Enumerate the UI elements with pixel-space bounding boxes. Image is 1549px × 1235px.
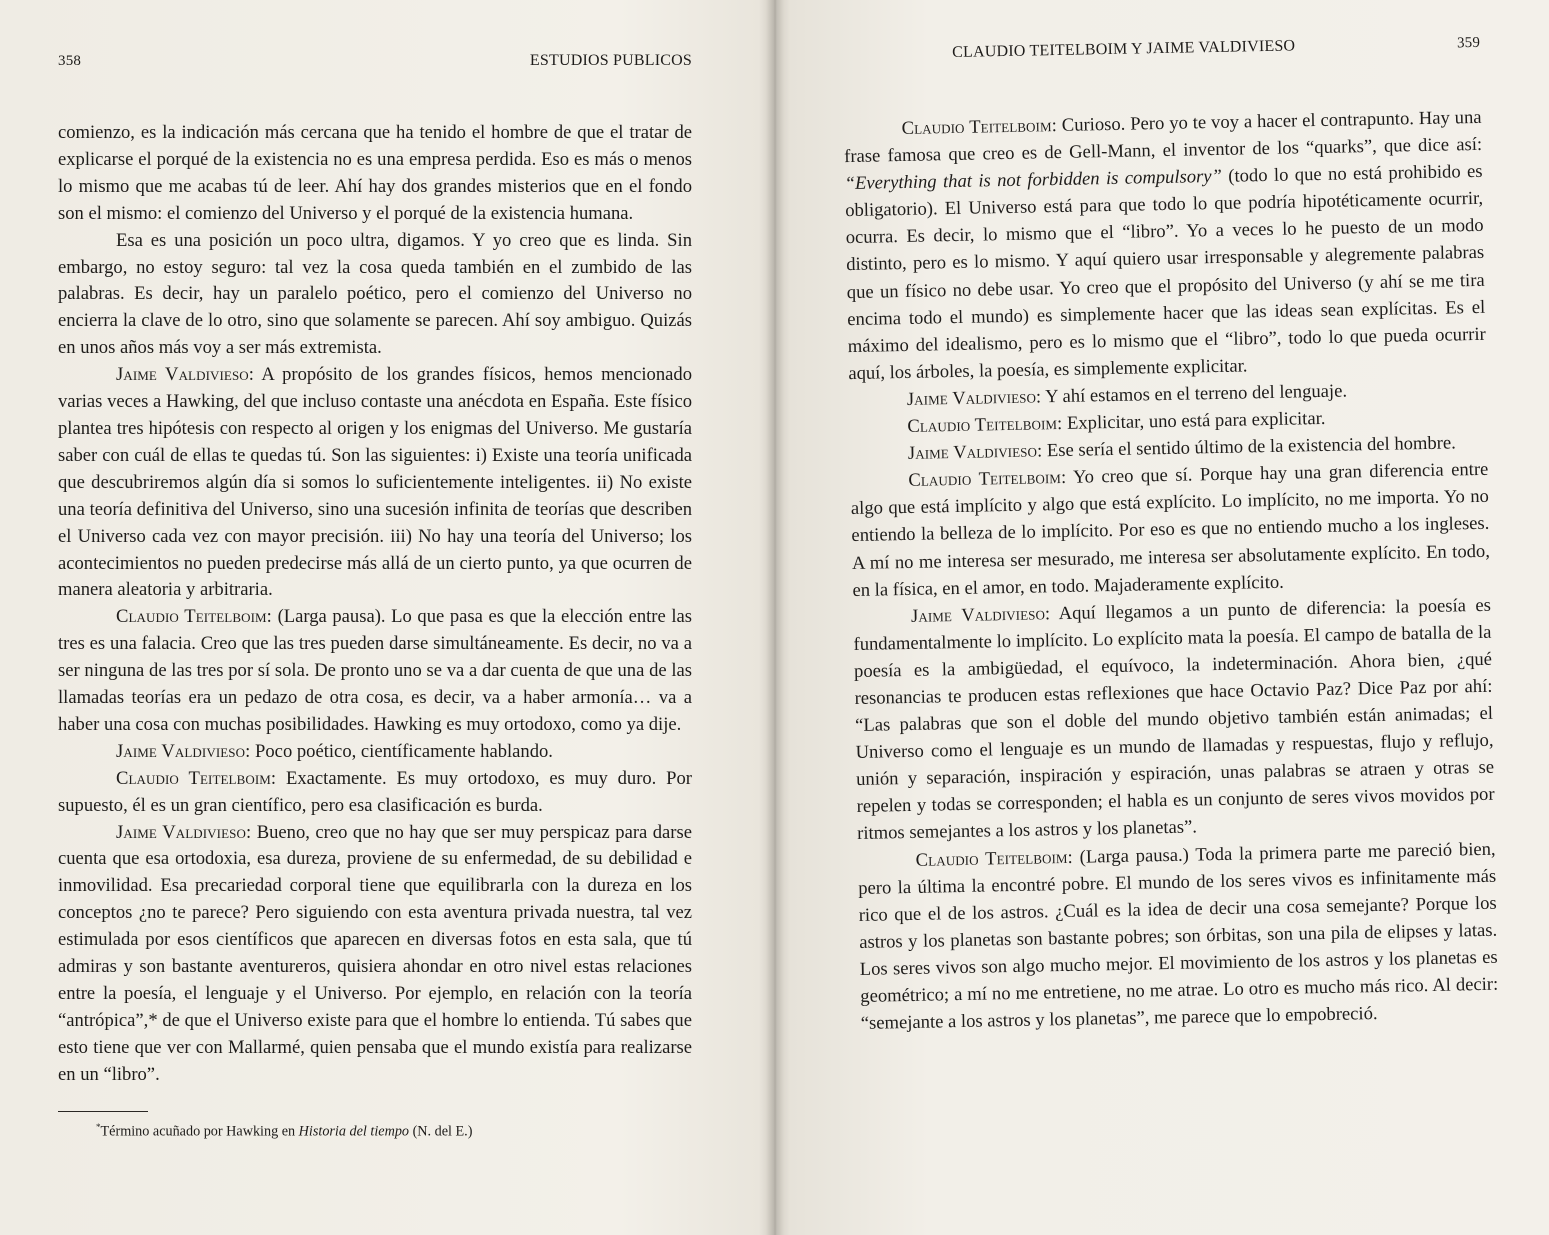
- right-running-title: CLAUDIO TEITELBOIM Y JAIME VALDIVIESO: [952, 37, 1296, 62]
- footnote-text-before: Término acuñado por Hawking en: [100, 1123, 299, 1140]
- paragraph: [857, 835, 1499, 1037]
- paragraph-text: Poco poético, científicamente hablando.: [255, 740, 553, 762]
- speaker-name: Jaime Valdivieso:: [116, 364, 255, 386]
- left-page-number: 358: [58, 53, 82, 69]
- paragraph-text: Bueno, creo que no hay que ser muy perspicaz para darse cuenta que esa ortodoxia, esa dureza, proviene de su enfermedad, de su debilidad e inmovilidad. Esa precariedad corporal tiene que equilibrarla con la dureza en los conceptos ¿no te parece? Pero siguiendo con esta aventura privada nuestra, tal vez estimulada por esos científicos que aparecen en diversas fotos en esta sala, que tú admiras y son bastante aventureros, quisiera ahondar en otro nivel estas relaciones entre la poesía, el lenguaje y el Universo. Por ejemplo, en relación con la teoría “antrópica”,* de que el Universo existe para que el hombre lo entienda. Tú sabes que esto tiene que ver con Mallarmé, quien pensaba que el mundo existía para realizarse en un “libro”.: [58, 821, 692, 1085]
- paragraph-text: (Larga pausa.) Toda la primera parte me pareció bien, pero la última la encontré pobre. El mundo de los seres vivos es infinitamente más rico que el de los astros. ¿Cuál es la idea de decir una cosa semejante? Porque los astros y los planetas son bastante pobres; son órbitas, son una pila de elipses y latas. Los seres vivos son algo mucho mejor. El movimiento de los astros y los planetas es geométrico; a mí no me entretiene, no me atrae. Lo otro es mucho más rico. Al decir: “semejante a los astros y los planetas”, me parece que lo empobreció.: [858, 838, 1499, 1035]
- footnote-book-title: Historia del tiempo: [298, 1123, 410, 1140]
- paragraph: [843, 104, 1486, 387]
- left-running-head: [58, 52, 692, 70]
- right-page: [774, 0, 1548, 1235]
- paragraph: [58, 766, 692, 820]
- footnote: [58, 1118, 692, 1141]
- speaker-name: Claudio Teitelboim:: [908, 467, 1067, 492]
- footnote-marker: *: [96, 1121, 101, 1132]
- paragraph-text: A propósito de los grandes físicos, hemos mencionado varias veces a Hawking, del que incluso contaste una anécdota en España. Este físico plantea tres hipótesis con respecto al origen y los enigmas del Universo. Me gustaría saber con cuál de ellas te quedas tú. Son las siguientes: i) Existe una teoría unificada que descubriremos algún día si somos lo suficientemente inteligentes. ii) No existe una teoría definitiva del Universo, sino una sucesión infinita de teorías que describen el Universo cada vez con mayor precisión. iii) No hay una teoría del Universo; los acontecimientos no pueden predecirse más allá de un cierto punto, ya que ocurren de manera aleatoria y arbitraria.: [58, 364, 692, 601]
- speaker-name: Claudio Teitelboim:: [915, 846, 1074, 871]
- paragraph: [58, 604, 692, 739]
- paragraph: [58, 739, 692, 766]
- paragraph-text: Y ahí estamos en el terreno del lenguaje.: [1044, 380, 1348, 408]
- left-page: [0, 0, 774, 1235]
- paragraph-text: Yo creo que sí. Porque hay una gran diferencia entre algo que está implícito y algo que está explícito. Lo implícito, no me importa. Yo no entiendo la belleza de lo implícito. Por eso es que no entiendo mucho a los ingleses. A mí no me interesa ser mesurado, me interesa ser absolutamente explícito. En todo, en la física, en el amor, en todo. Majaderamente explícito.: [850, 459, 1491, 601]
- left-body-text: [58, 120, 692, 1089]
- right-page-content: [842, 34, 1499, 1037]
- paragraph: [58, 820, 692, 1089]
- paragraph-text: Exactamente. Es muy ortodoxo, es muy duro. Por supuesto, él es un gran científico, pero esa clasificación es burda.: [58, 767, 692, 816]
- paragraph: [58, 228, 692, 363]
- left-running-title: ESTUDIOS PUBLICOS: [529, 52, 692, 69]
- speaker-name: Jaime Valdivieso:: [116, 821, 252, 843]
- right-body-text: [843, 104, 1499, 1037]
- paragraph-text: Explicitar, uno está para explicitar.: [1066, 407, 1326, 434]
- paragraph-text: comienzo, es la indicación más cercana que ha tenido el hombre de que el tratar de explicarse el porqué de la existencia no es una empresa perdida. Eso es más o menos lo mismo que me acabas tú de leer. Ahí hay dos grandes misterios que en el fondo son el mismo: el comienzo del Universo y el porqué de la existencia humana.: [58, 122, 692, 224]
- paragraph-text: Ese sería el sentido último de la existencia del hombre.: [1046, 432, 1456, 462]
- speaker-name: Claudio Teitelboim:: [116, 606, 272, 628]
- speaker-name: Jaime Valdivieso:: [116, 740, 251, 762]
- paragraph: [58, 362, 692, 604]
- footnote-text-after: (N. del E.): [409, 1123, 473, 1140]
- paragraph-text: (Larga pausa). Lo que pasa es que la elección entre las tres es una falacia. Creo que las tres pueden darse simultáneamente. Es decir, no va a ser ninguna de las tres por sí sola. De pronto uno se va a dar cuenta de que una de las llamadas teorías era un pedazo de otra cosa, es decir, va a haber armonía… va a haber una cosa con muchas posibilidades. Hawking es muy ortodoxo, como ya dije.: [58, 606, 692, 735]
- right-page-number: 359: [1456, 34, 1481, 52]
- speaker-name: Jaime Valdivieso:: [906, 386, 1042, 410]
- footnote-divider: [58, 1111, 148, 1112]
- paragraph-text: Aquí llegamos a un punto de diferencia: la poesía es fundamentalmente lo implícito. Lo explícito mata la poesía. El campo de batalla de la poesía es la ambigüedad, el equívoco, la indeterminación. Ahora bien, ¿qué resonancias te producen estas reflexiones que hace Octavio Paz? Dice Paz por ahí: “Las palabras que son el doble del mundo objetivo también están animadas; el Universo como el lenguaje es un mundo de llamadas y respuestas, flujo y reflujo, unión y separación, inspiración y espiración, unas palabras se atraen y otras se repelen y todas se corresponden; el habla es un conjunto de seres vivos movidos por ritmos semejantes a los astros y los planetas”.: [853, 594, 1495, 845]
- paragraph: [850, 456, 1490, 604]
- speaker-name: Jaime Valdivieso:: [907, 440, 1043, 465]
- quoted-phrase: “Everything that is not forbidden is compulsory”: [844, 166, 1223, 195]
- speaker-name: Claudio Teitelboim:: [907, 412, 1063, 437]
- speaker-name: Jaime Valdivieso:: [910, 602, 1051, 627]
- speaker-name: Claudio Teitelboim:: [901, 115, 1058, 139]
- paragraph: [58, 120, 692, 228]
- speaker-name: Claudio Teitelboim:: [116, 767, 277, 789]
- paragraph: [853, 591, 1496, 847]
- right-running-head: [842, 34, 1480, 64]
- paragraph-text: Esa es una posición un poco ultra, digamos. Y yo creo que es linda. Sin embargo, no estoy seguro: tal vez la cosa queda también en el zumbido de las palabras. Es decir, hay un paralelo poético, pero el comienzo del Universo no encierra la clave de lo otro, sino que solamente se parecen. Ahí soy ambiguo. Quizás en unos años más voy a ser más extremista.: [58, 229, 692, 359]
- paragraph-text: Curioso. Pero yo te voy a hacer el contrapunto. Hay una frase famosa que creo es de Gell-Mann, el inventor de los “quarks”, que dice así: “Everything that is not forbidden is compulsory” (todo lo que no está prohibido es obligatorio). El Universo está para que todo lo que podría hipotéticamente ocurrir, ocurra. Es decir, lo mismo que el “libro”. Yo a veces lo he puesto de un modo distinto, pero es lo mismo. Y aquí quiero usar irresponsable y alegremente palabras que un físico no debe usar. Yo creo que el propósito del Universo (y ahí se me tira encima todo el mundo) es simplemente hacer que las ideas sean explícitas. Es el máximo del idealismo, pero es lo mismo que el “libro”, todo lo que pueda ocurrir aquí, los árboles, la poesía, es simplemente explicitar.: [843, 106, 1486, 384]
